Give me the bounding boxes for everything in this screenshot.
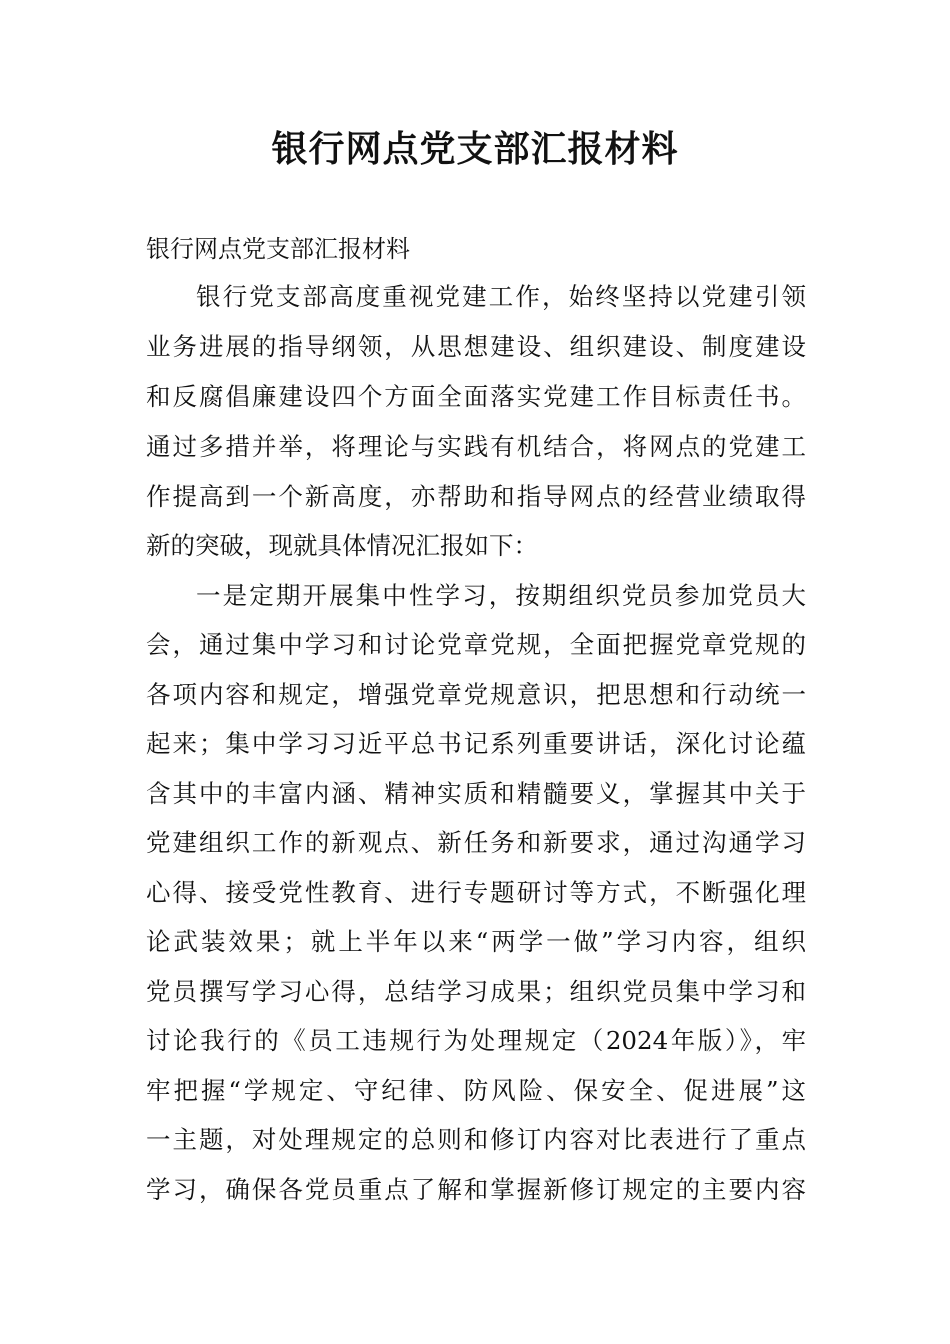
paragraph-2-line-5: 含其中的丰富内涵、精神实质和精髓要义，掌握其中关于 (146, 779, 806, 808)
paragraph-2-line-6: 党建组织工作的新观点、新任务和新要求，通过沟通学习 (146, 828, 806, 857)
paragraph-1-line-4: 通过多措并举，将理论与实践有机结合，将网点的党建工 (146, 432, 806, 461)
document-title: 银行网点党支部汇报材料 (271, 129, 679, 170)
paragraph-1-line-2: 业务进展的指导纲领，从思想建设、组织建设、制度建设 (146, 332, 806, 361)
paragraph-2-line-7: 心得、接受党性教育、进行专题研讨等方式，不断强化理 (146, 878, 806, 907)
paragraph-2-line-9: 党员撰写学习心得，总结学习成果；组织党员集中学习和 (146, 977, 806, 1006)
paragraph-2-line-1: 一是定期开展集中性学习，按期组织党员参加党员大 (196, 581, 806, 610)
paragraph-2-line-3: 各项内容和规定，增强党章党规意识，把思想和行动统一 (146, 680, 806, 709)
paragraph-2-line-4: 起来；集中学习习近平总书记系列重要讲话，深化讨论蕴 (146, 729, 806, 758)
paragraph-1-line-5: 作提高到一个新高度，亦帮助和指导网点的经营业绩取得 (146, 482, 806, 511)
paragraph-1-line-6: 新的突破，现就具体情况汇报如下： (146, 531, 538, 560)
paragraph-1-line-3: 和反腐倡廉建设四个方面全面落实党建工作目标责任书。 (146, 382, 806, 411)
paragraph-2-line-12: 一主题，对处理规定的总则和修订内容对比表进行了重点 (146, 1125, 806, 1154)
paragraph-2-line-13: 学习，确保各党员重点了解和掌握新修订规定的主要内容 (146, 1175, 806, 1204)
paragraph-2-line-8: 论武装效果；就上半年以来“两学一做”学习内容，组织 (146, 927, 806, 956)
paragraph-1-line-1: 银行党支部高度重视党建工作，始终坚持以党建引领 (196, 282, 806, 311)
paragraph-2-line-10: 讨论我行的《员工违规行为处理规定（2024年版）》，牢 (146, 1026, 806, 1055)
paragraph-2-line-2: 会，通过集中学习和讨论党章党规，全面把握党章党规的 (146, 630, 806, 659)
document-subheading: 银行网点党支部汇报材料 (146, 235, 410, 263)
paragraph-2-line-11: 牢把握“学规定、守纪律、防风险、保安全、促进展”这 (146, 1076, 806, 1105)
